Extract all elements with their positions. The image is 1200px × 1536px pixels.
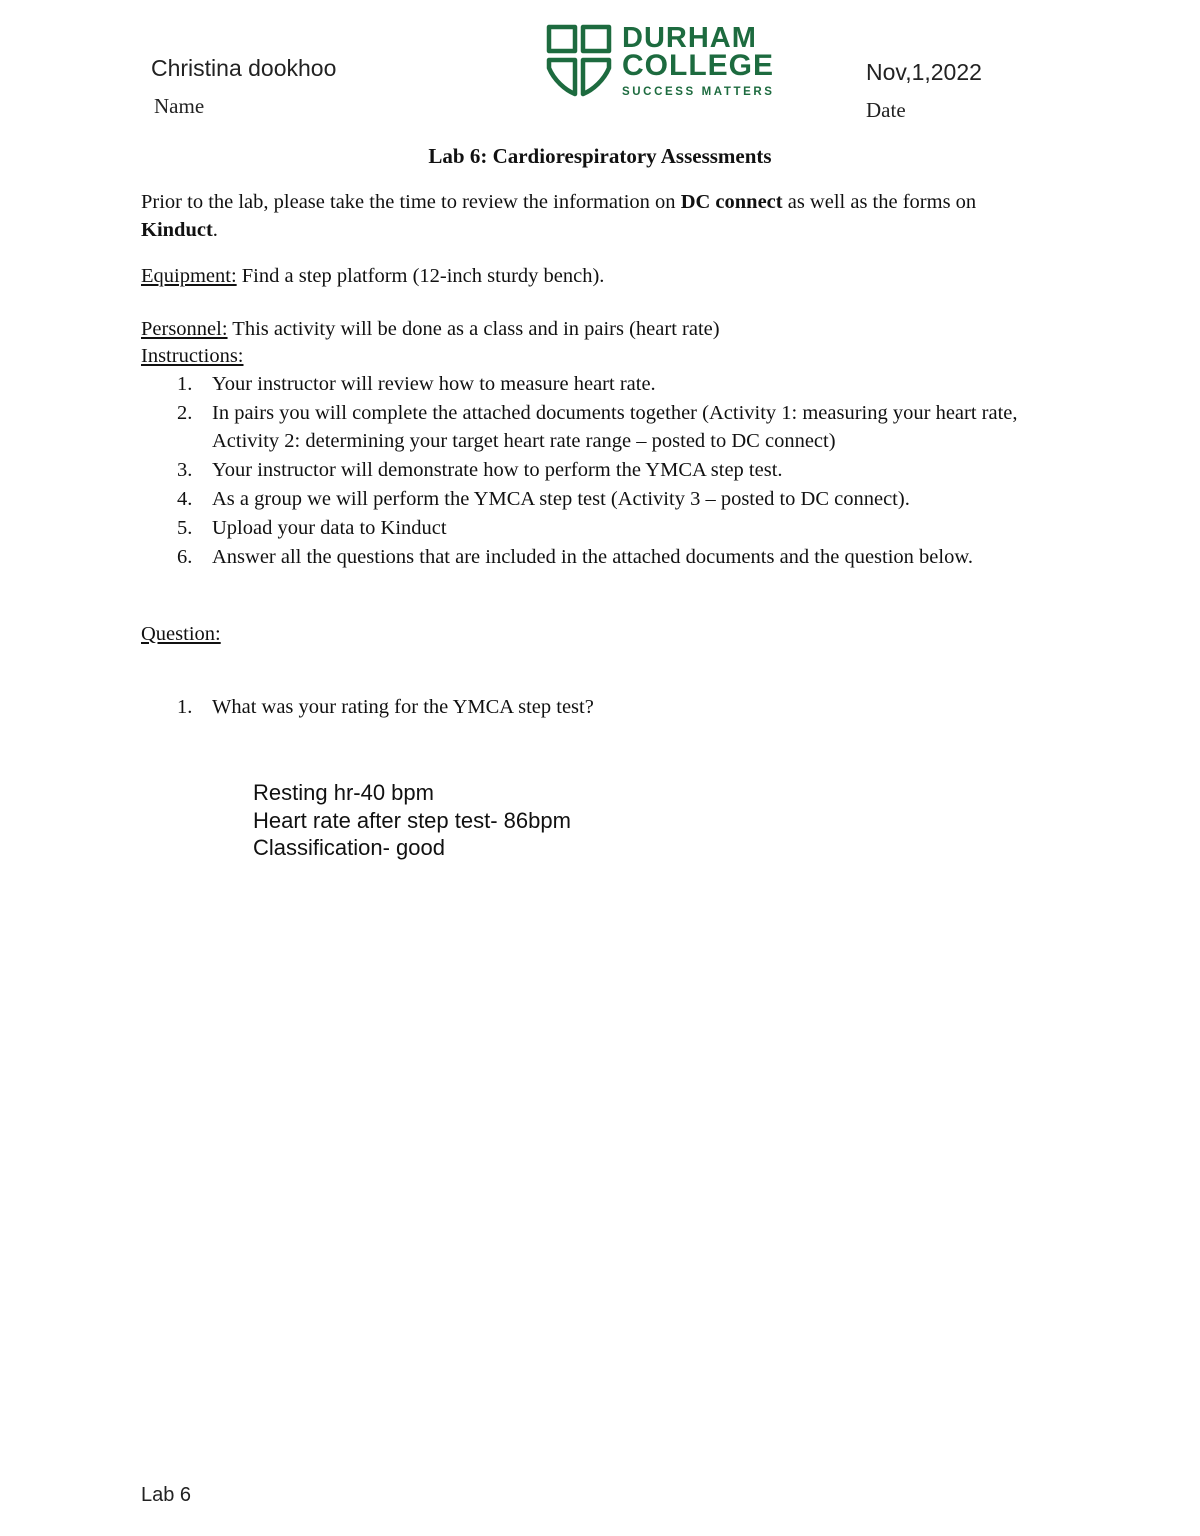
personnel-line: [141, 315, 1041, 343]
intro-text-1: Prior to the lab, please take the time to review the information on: [141, 191, 681, 213]
intro-text-3: .: [212, 219, 218, 241]
shield-logo-icon: [546, 24, 612, 100]
list-item-text: Upload your data to Kinduct: [212, 517, 447, 539]
date-value: Nov,1,2022: [866, 59, 982, 85]
answer-line-resting-hr: Resting hr-40 bpm: [253, 780, 434, 805]
equipment-label: Equipment:: [141, 265, 237, 287]
list-item: [141, 456, 1061, 484]
intro-text-2: as well as the forms on: [782, 191, 977, 213]
list-item: [141, 399, 1061, 455]
answer-line-step-test-hr: Heart rate after step test- 86bpm: [253, 807, 571, 833]
list-item-number: 4.: [177, 488, 193, 510]
personnel-text: This activity will be done as a class and in pairs (heart rate): [227, 318, 720, 340]
list-item-number: 3.: [177, 459, 193, 481]
answer-block: [253, 779, 571, 862]
question-label: Question:: [141, 623, 221, 645]
kinduct-text: Kinduct: [141, 219, 213, 241]
page-title: Lab 6: Cardiorespiratory Assessments: [428, 144, 772, 168]
list-item-text: Answer all the questions that are included in the attached documents and the question below.: [212, 546, 973, 568]
list-item-text: Your instructor will demonstrate how to perform the YMCA step test.: [212, 459, 783, 481]
list-item-number: 1.: [177, 373, 193, 395]
student-name-value: Christina dookhoo: [151, 55, 337, 81]
durham-college-logo: [546, 24, 776, 102]
personnel-label: Personnel:: [141, 318, 228, 340]
question-list: [141, 693, 1061, 721]
answer-line-classification: Classification- good: [253, 835, 445, 860]
list-item: [141, 514, 1061, 542]
intro-paragraph: [141, 188, 1041, 244]
equipment-text: Find a step platform (12-inch sturdy bench).: [236, 265, 605, 287]
list-item: [141, 693, 1061, 721]
list-item-number: 2.: [177, 402, 193, 424]
list-item-number: 5.: [177, 517, 193, 539]
question-number: 1.: [177, 696, 193, 718]
list-item-number: 6.: [177, 546, 193, 568]
list-item-text: Your instructor will review how to measure heart rate.: [212, 373, 656, 395]
dc-connect-text: DC connect: [680, 191, 783, 213]
instructions-list: [141, 370, 1061, 571]
list-item: [141, 485, 1061, 513]
question-text: What was your rating for the YMCA step test?: [212, 696, 594, 718]
list-item: [141, 543, 1061, 571]
equipment-line: [141, 262, 1041, 290]
list-item-text: In pairs you will complete the attached documents together (Activity 1: measuring your heart rate, Activity 2: determining your target heart rate range – posted to DC connect): [212, 402, 1018, 452]
question-label-line: [141, 620, 1041, 648]
page-footer: Lab 6: [141, 1484, 192, 1506]
date-label: Date: [866, 98, 906, 122]
logo-tagline: SUCCESS MATTERS: [622, 86, 775, 98]
name-label: Name: [154, 94, 205, 118]
logo-word-durham: DURHAM: [622, 22, 757, 54]
list-item: [141, 370, 1061, 398]
instructions-label-line: [141, 342, 1041, 370]
list-item-text: As a group we will perform the YMCA step test (Activity 3 – posted to DC connect).: [212, 488, 910, 510]
instructions-label: Instructions:: [141, 345, 244, 367]
logo-word-college: COLLEGE: [622, 49, 775, 82]
